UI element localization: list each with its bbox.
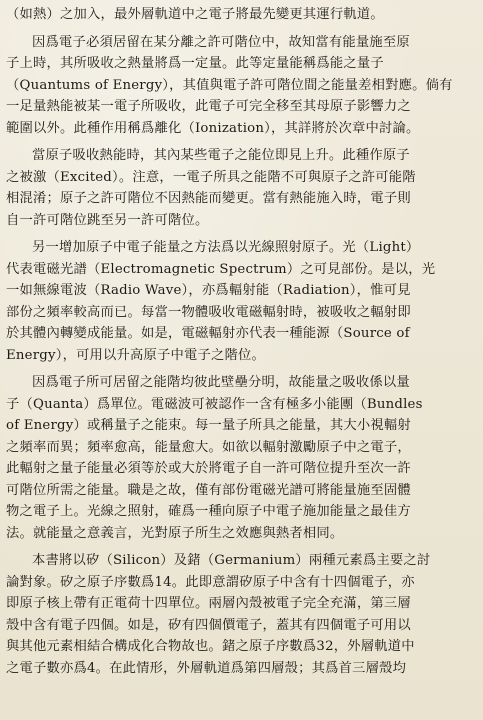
text-line: of Energy）或稱量子之能束。每一量子所具之能量，其大小視輻射 xyxy=(6,418,411,433)
paragraph-3 xyxy=(6,145,473,231)
text-line: 於其體內轉變成能量。如是，電磁輻射亦代表一種能源（Source of xyxy=(6,326,410,341)
text-line: 部份之頻率較高而已。每當一物體吸收電磁輻射時，被吸收之輻射即 xyxy=(6,304,411,320)
text-line: 之電子數亦爲4。在此情形，外層軌道爲第四層殼；其爲首三層殼均 xyxy=(6,660,407,676)
text-line: Energy），可用以升高原子中電子之階位。 xyxy=(6,347,266,363)
text-line: 之頻率而異；頻率愈高，能量愈大。如欲以輻射激勵原子中之電子， xyxy=(6,439,411,455)
text-line: （如熱）之加入，最外層軌道中之電子將最先變更其運行軌道。 xyxy=(6,7,384,22)
text-line: 另一增加原子中電子能量之方法爲以光線照射原子。光（Light） xyxy=(32,240,420,255)
text-line: 此輻射之量子能量必須等於或大於將電子自一許可階位提升至次一許 xyxy=(6,461,411,476)
text-line: 之被激（Excited）。注意，一電子所具之能階不可與原子之許可能階 xyxy=(6,169,416,185)
text-line: 當原子吸收熱能時，其內某些電子之能位即見上升。此種作原子 xyxy=(32,148,410,163)
text-line: 因爲電子必須居留在某分離之許可階位中，故知當有能量施至原 xyxy=(32,34,410,50)
text-line: 子（Quanta）爲單位。電磁波可被認作一含有極多小能團（Bundles xyxy=(6,396,423,412)
text-line: 論對象。矽之原子序數爲14。此即意謂矽原子中含有十四個電子，亦 xyxy=(6,574,415,590)
text-line: 子上時，其所吸收之熱量將爲一定量。此等定量能稱爲能之量子 xyxy=(6,56,384,71)
text-line: 殼中含有電子四個。如是，矽有四個價電子，蓋其有四個電子可用以 xyxy=(6,617,411,633)
text-line: 因爲電子所可居留之能階均彼此壁壘分明，故能量之吸收係以量 xyxy=(32,375,410,390)
text-line: 代表電磁光譜（Electromagnetic Spectrum）之可見部份。是以，光 xyxy=(6,261,436,277)
text-line: 法。就能量之意義言，光對原子所生之效應與熱者相同。 xyxy=(6,525,344,541)
paragraph-4 xyxy=(6,237,473,366)
text-line: 即原子核上帶有正電荷十四單位。兩層內殼被電子完全充滿，第三層 xyxy=(6,596,411,611)
paragraph-1 xyxy=(6,4,473,26)
paragraph-6 xyxy=(6,550,473,679)
text-line: 自一許可階位跳至另一許可階位。 xyxy=(6,212,209,228)
text-line: 可階位所需之能量。職是之故，僅有部份電磁光譜可將能量施至固體 xyxy=(6,482,411,498)
text-line: 一足量熱能被某一電子所吸收，此電子可完全移至其母原子影響力之 xyxy=(6,99,411,114)
text-line: 一如無線電波（Radio Wave），亦爲輻射能（Radiation），惟可見 xyxy=(6,283,411,298)
paragraph-2 xyxy=(6,32,473,140)
text-line: 物之電子上。光線之照射，確爲一種向原子中電子施加能量之最佳方 xyxy=(6,504,411,519)
text-line: 範圍以外。此種作用稱爲離化（Ionization），其詳將於次章中討論。 xyxy=(6,120,420,136)
text-line: 與其他元素相結合構成化合物故也。鍺之原子序數爲32，外層軌道中 xyxy=(6,639,415,654)
text-line: （Quantums of Energy），其值與電子許可階位間之能量差相對應。倘有 xyxy=(6,77,453,93)
paragraph-5 xyxy=(6,372,473,544)
text-line: 本書將以矽（Silicon）及鍺（Germanium）兩種元素爲主要之討 xyxy=(32,553,431,568)
text-line: 相混淆；原子之許可階位不因熱能而變更。當有熱能施入時，電子則 xyxy=(6,191,411,206)
